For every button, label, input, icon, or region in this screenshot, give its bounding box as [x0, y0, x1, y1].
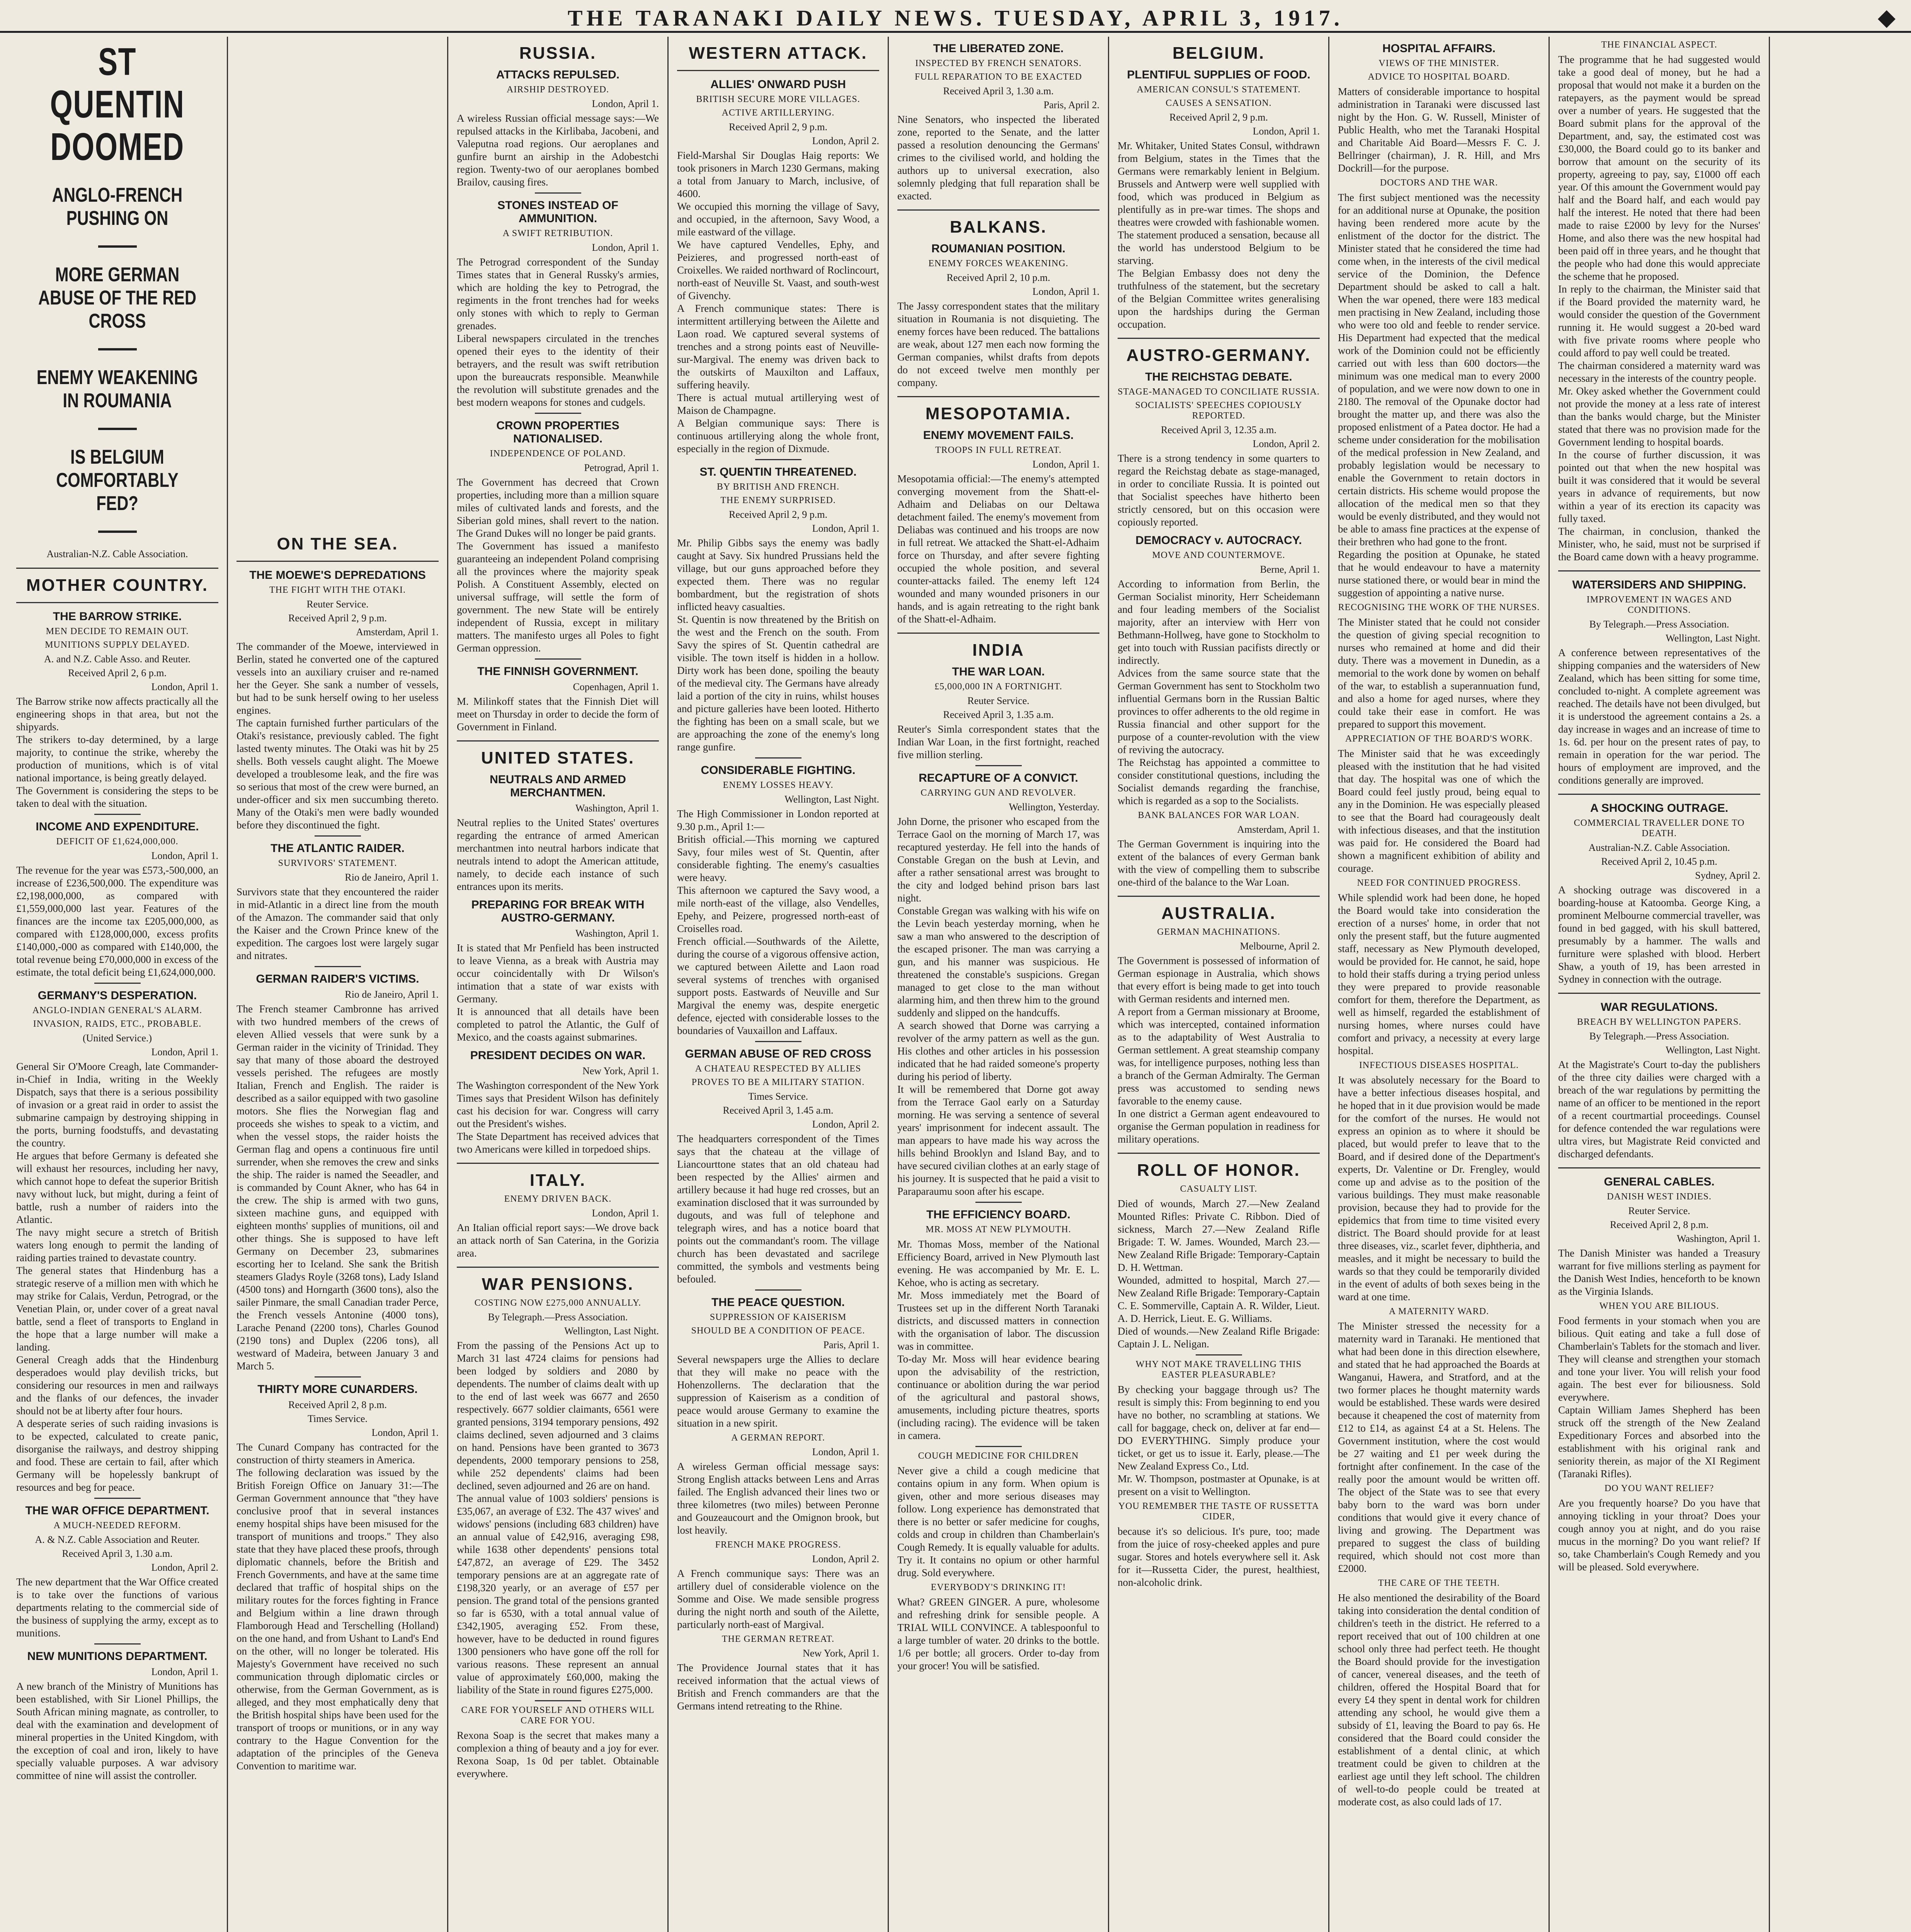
article-body: Died of wounds, March 27.—New Zealand Mounted Rifles: Private C. Ribbon. Died of sickness, March 27.—New Zealand Rifle Brigade: T. W. James. Wounded, March 23.—New Zealand Rifle Brigade: Temporary-Captain D. H. Wettman. Wounded, admitted to hospital, March 27.—New Zealand Rifle Brigade: Temporary-Captain C. E. Sommerville, Captain A. R. Wilder, Lieut. A. D. Herrick, Lieut. E. G. Williams. Died of wounds.—New Zealand Rifle Brigade: Captain J. L. Neligan.	[1118, 1198, 1320, 1350]
article-body: The revenue for the year was £573,-500,000, an increase of £236,500,000. The expenditure was £2,198,000,000, as compared with £1,559,000,000 last year. Features of the finances are the income tax £205,000,000, as compared with £128,000,000, excess profits £140,000,-000 as compared with £140,000, the total revenue being £70,000,000 in excess of the estimate, the total deficit being £1,624,000,000.	[16, 864, 218, 978]
column-7	[1329, 37, 1550, 1932]
dateline: London, April 1.	[151, 681, 218, 692]
article-subhead: DANISH WEST INDIES.	[1607, 1192, 1712, 1202]
divider	[94, 1498, 141, 1499]
article-subhead: BRITISH SECURE MORE VILLAGES.	[696, 94, 860, 104]
article-body: The Minister stressed the necessity for a maternity ward in Taranaki. He mentioned that what had been done in this direction elsewhere, and stated that he had approached the Boards at Wanganui, Hawera, and Stratford, and at the two former places he thought maternity wards would be established. These wards were desired because it cheapened the cost of maternity from £12 to £14, as against £4 at a St. Helens. The Government institution, where the cost would be 27 waiting and £1 per week during the fortnight after confinement. In the case of the really poor the amount would be written off. The object of the State was to see that every baby born to the ward was born under conditions that would give it every chance of living and growing. The Department was prepared to suggest the class of building required, which should not cost more than £2000.	[1338, 1320, 1540, 1574]
advert-head: WHY NOT MAKE TRAVELLING THIS EASTER PLEASURABLE?	[1135, 1359, 1302, 1380]
article-body: Nine Senators, who inspected the liberated zone, reported to the Senate, and the latter passed a resolution denouncing the Germans' crimes to the civilised world, and holding the authors up to universal execration, also solemnly pledging that full reparation shall be exacted.	[897, 114, 1099, 202]
section-western-attack: WESTERN ATTACK.	[689, 44, 868, 63]
article-head: PRESIDENT DECIDES ON WAR.	[470, 1049, 646, 1062]
divider	[755, 1041, 801, 1042]
article-subhead: MR. MOSS AT NEW PLYMOUTH.	[926, 1225, 1071, 1235]
article-subhead: INVASION, RAIDS, ETC., PROBABLE.	[33, 1019, 202, 1029]
dateline: Washington, April 1.	[575, 928, 659, 939]
dateline: London, April 2.	[812, 1553, 879, 1565]
article-subhead: COMMERCIAL TRAVELLER DONE TO DEATH.	[1574, 818, 1745, 838]
service-line: Reuter Service.	[1628, 1205, 1690, 1216]
article-head: GERMANY'S DESPERATION.	[37, 989, 197, 1002]
advert-head: WHEN YOU ARE BILIOUS.	[1599, 1301, 1719, 1311]
received-line: Received April 3, 1.35 a.m.	[943, 709, 1054, 720]
section-war-pensions: WAR PENSIONS.	[482, 1275, 634, 1294]
article-subhead: A MUCH-NEEDED REFORM.	[53, 1520, 181, 1531]
article-body: A new branch of the Ministry of Munitions has been established, with Sir Lionel Phillips, the South African mining magnate, as controller, to deal with the examination and development of mineral properties in the United Kingdom, with the exception of coal and iron, likely to have specially valuable purposes. A war advisory committee of nine will assist the controller.	[16, 1680, 218, 1781]
article-head: PREPARING FOR BREAK WITH AUSTRO-GERMANY.	[471, 898, 645, 924]
article-body: A French communique says: There was an artillery duel of considerable violence on the Somme and Oise. We made sensible progress during the night north and south of the Ailette, particularly north-east of Margival.	[677, 1568, 879, 1630]
article-head: THE PEACE QUESTION.	[711, 1296, 845, 1309]
article-head: CONSIDERABLE FIGHTING.	[701, 764, 856, 777]
agency-line: Australian-N.Z. Cable Association.	[1588, 842, 1730, 853]
article-subhead: A SWIFT RETRIBUTION.	[502, 228, 613, 238]
article-body: There is a strong tendency in some quarters to regard the Reichstag debate as stage-managed, in order to conciliate Russia. It is pointed out that Socialist speeches have hitherto been strictly censored, but on this occasion were copiously reported.	[1118, 452, 1320, 528]
article-subhead: MOVE AND COUNTERMOVE.	[1152, 550, 1285, 560]
article-head: ST. QUENTIN THREATENED.	[699, 466, 857, 478]
article-body: Field-Marshal Sir Douglas Haig reports: We took prisoners in March 1230 Germans, making a total from January to March, inclusive, of 4600. We occupied this morning the village of Savy, and occupied, in the afternoon, Savy Wood, a mile eastward of the village. We have captured Vendelles, Ephy, and Peizieres, and progressed north-east of Croixelles. We raided northward of Roclincourt, north-east of Neuville St. Vaast, and south-west of Givenchy. A French communique states: There is intermittent artillerying between the Ailette and Laon road. We captured several systems of trenches and a strong points east of Neuville-sur-Margival. The enemy was driven back to the outskirts of Mauxilton and Laffaux, suffering heavily. There is actual mutual artillerying west of Maison de Champagne. A Belgian communique says: There is continuous artillerying along the whole front, especially in the region of Dixmude.	[677, 150, 879, 454]
article-subhead: AIRSHIP DESTROYED.	[506, 85, 609, 95]
article-body: Several newspapers urge the Allies to declare that they will make no peace with the Hohenzollerns. The declaration that the suppression of Kaiserism as a condition of peace would arouse Germany to examine the situation in a new spirit.	[677, 1354, 879, 1429]
received-line: Received April 2, 6 p.m.	[68, 667, 167, 679]
dateline: Berne, April 1.	[1260, 564, 1320, 575]
divider	[457, 1163, 659, 1164]
divider	[1558, 1167, 1760, 1168]
divider	[535, 413, 581, 414]
divider	[975, 765, 1022, 766]
article-subhead: RECOGNISING THE WORK OF THE NURSES.	[1338, 602, 1540, 612]
article-subhead: ANGLO-INDIAN GENERAL'S ALARM.	[32, 1005, 203, 1015]
article-head: HOSPITAL AFFAIRS.	[1382, 42, 1496, 55]
divider	[755, 757, 801, 759]
article-subhead: £5,000,000 IN A FORTNIGHT.	[934, 682, 1062, 692]
masthead	[0, 0, 1911, 33]
dateline: Copenhagen, April 1.	[573, 681, 659, 692]
dateline: Washington, April 1.	[1676, 1233, 1760, 1244]
deck-anglo-french: ANGLO-FRENCH PUSHING ON	[52, 184, 183, 230]
deck-red-cross: MORE GERMAN ABUSE OF THE RED CROSS	[38, 264, 197, 332]
article-head: THE LIBERATED ZONE.	[933, 42, 1064, 55]
section-australia: AUSTRALIA.	[1161, 904, 1276, 923]
headline-spacer	[237, 37, 439, 527]
article-subhead: SHOULD BE A CONDITION OF PEACE.	[691, 1326, 865, 1336]
article-head: ATTACKS REPULSED.	[496, 68, 619, 81]
divider	[897, 633, 1099, 634]
divider	[535, 1700, 581, 1701]
article-subhead: DOCTORS AND THE WAR.	[1380, 178, 1498, 188]
advert-body: Are you frequently hoarse? Do you have that annoying tickling in your throat? Does your cough annoy you at night, and do you raise mucus in the morning? Do you want relief? If so, take Chamberlain's Cough Remedy and you will be pleased. Sold everywhere.	[1558, 1497, 1760, 1573]
dateline: Washington, April 1.	[575, 803, 659, 814]
dateline: Wellington, Last Night.	[1666, 633, 1760, 644]
divider	[315, 835, 361, 837]
received-line: Received April 2, 9 p.m.	[729, 121, 827, 133]
article-subhead: A MATERNITY WARD.	[1389, 1306, 1489, 1316]
agency-line: Australian-N.Z. Cable Association.	[46, 548, 188, 560]
page-corner-icon: ◆	[1877, 5, 1899, 30]
article-head: A SHOCKING OUTRAGE.	[1590, 802, 1729, 815]
article-subhead: THE FINANCIAL ASPECT.	[1601, 40, 1717, 50]
received-line: Received April 2, 9 p.m.	[1169, 112, 1268, 123]
article-subhead: DEFICIT OF £1,624,000,000.	[56, 837, 179, 847]
article-head: GENERAL CABLES.	[1604, 1175, 1715, 1188]
received-line: Received April 3, 1.45 a.m.	[723, 1105, 834, 1116]
divider	[1118, 338, 1320, 339]
divider	[16, 602, 218, 603]
dateline: London, April 2.	[812, 1119, 879, 1130]
article-body: An Italian official report says:—We drove back an attack north of San Caterina, in the Gorizia area.	[457, 1222, 659, 1259]
dateline: Melbourne, April 2.	[1240, 940, 1320, 952]
article-head: WATERSIDERS AND SHIPPING.	[1572, 578, 1746, 591]
divider	[755, 459, 801, 460]
dateline: London, April 1.	[812, 523, 879, 534]
newspaper-columns	[8, 37, 1903, 1932]
section-on-the-sea: ON THE SEA.	[277, 534, 398, 553]
article-body: It was absolutely necessary for the Board to have a better infectious diseases hospital, and he hoped that in it due provision would be made for the comfort of the nurses. He would not express an opinion as to where it should be placed, but would prefer to leave that to the Board, and if desired done of the Department's experts, Dr. Valentine or Dr. Frengley, would come up and advise as to the position of the various buildings. They must make reasonable provision, because they had to provide for the epidemics that from time to time visited every district. The Board should provide for at least three diseases, viz., scarlet fever, diphtheria, and measles, and it might be necessary to build the wards so that they could be temporarily divided in the event of adults of both sexes being in the ward at one time.	[1338, 1074, 1540, 1303]
article-head: THIRTY MORE CUNARDERS.	[257, 1383, 418, 1396]
article-body: The High Commissioner in London reported at 9.30 p.m., April 1:— British official.—This morning we captured Savy, four miles west of St. Quentin, after considerable fighting. The enemy's casualties were heavy. This afternoon we captured the Savy wood, a mile north-east of the village, also Vendelles, Epehy, and Peizere, progressed north-east of Croiselles road. French official.—Southwards of the Ailette, during the course of a vigorous offensive action, we captured between Ailette and Laon road several systems of trenches with organised support posts. Eastwards of Neuville and Sur Margival the enemy was, despite energetic defence, ejected with considerable losses to the boundaries of Vauxaillon and Laffaux.	[677, 808, 879, 1036]
service-line: By Telegraph.—Press Association.	[1589, 619, 1729, 630]
article-subhead: FULL REPARATION TO BE EXACTED	[914, 72, 1082, 82]
received-line: Received April 2, 9 p.m.	[729, 509, 827, 520]
section-italy: ITALY.	[529, 1171, 586, 1190]
article-body: A wireless German official message says: Strong English attacks between Lens and Arras failed. The English advanced their lines two or three kilometres (two miles) between Peronne and Gouzeaucourt and the Omignon brook, but lost heavily.	[677, 1461, 879, 1536]
dateline: Wellington, Last Night.	[1666, 1044, 1760, 1056]
dateline: Sydney, April 2.	[1695, 870, 1760, 881]
article-body: Reuter's Simla correspondent states that the Indian War Loan, in the first fortnight, reached five million sterling.	[897, 723, 1099, 760]
article-body: The new department that the War Office created is to take over the functions of various departments relating to the commercial side of the business of supplying the army, except as to munitions.	[16, 1576, 218, 1639]
article-body: The French steamer Cambronne has arrived with two hundred members of the crews of eleven Allied vessels that were sunk by a German raider in the vicinity of Trinidad. They say that many of those aboard the destroyed vessels perished. The refugees are mostly Italian, French and English. The raider is described as a sailor equipped with two gasoline motors. She flies the Norwegian flag and proceeds she wishes to speak to a victim, and when the vessel stops, the raider hoists the German flag and opens a continuous fire until surrender, when she removes the crew and sinks the ship. The raider is named the Seeadler, and is commanded by Count Akner, who has 64 in the crew. The ship is armed with two guns, sixteen machine guns, and equipped with eighteen months' supplies of munitions, oil and other things. She is supposed to have left Germany on December 23, submarines escorting her to Iceland. She sank the British steamers Gladys Royle (3268 tons), Lady Island (4500 tons) and Horngarth (3600 tons), also the sailer Pinmare, the small Canadian trader Perce, the French vessels Antonine (4000 tons), Larache Penand (2200 tons), Charles Gounod (2190 tons) and Duplex (2206 tons), all westward of Madeira, between January 3 and March 5.	[237, 1003, 439, 1372]
divider	[94, 1643, 141, 1645]
article-body: The Danish Minister was handed a Treasury warrant for five millions sterling as payment for the Danish West Indies, henceforth to be known as the Virginia Islands.	[1558, 1247, 1760, 1297]
divider	[897, 209, 1099, 211]
article-body: At the Magistrate's Court to-day the publishers of the three city dailies were charged with a breach of the war regulations by permitting the name of an officer to be mentioned in the report of a recent courtmartial proceedings. Counsel for defence contended the war regulations were ultra vires, but Magistrate Reid convicted and discharged defendants.	[1558, 1059, 1760, 1160]
section-russia: RUSSIA.	[519, 44, 597, 63]
article-body: The programme that he had suggested would take a good deal of money, but he had a proposal that would not make it a burden on the ratepayers, as the payment would be spread over a number of years. He suggested that the Board submit plans for the approval of the Department, and, say, the estimated cost was £30,000, the Board could go to its banker and borrow that amount on the security of its property, agreeing to pay, say, £1000 off each year. Of this amount the Government would pay half and the Board half, and each would pay half the interest. He noted that there had been made to raise £2000 by levy for the Nurses' Home, and also there was the new hospital had been paid off in three years, and he thought that the people who had done this would appreciate the scheme that he proposed. In reply to the chairman, the Minister said that if the Board provided the maternity ward, he would consider the question of the Government running it. He would suggest a 20-bed ward with five private rooms where people who could afford to pay well could be treated. The chairman considered a maternity ward was necessary in the interests of the country people. Mr. Okey asked whether the Government could not provide the money at a less rate of interest than the banks would charge, but the Minister stated that there was no provision made for the Government lending to hospital boards. In the course of further discussion, it was pointed out that when the new hospital was built it was considered that it would be several years in advance of requirements, but now within a year of its erection its capacity was fully taxed. The chairman, in conclusion, thanked the Minister, who, he said, must not be surprised if the Board came down with a heavy programme.	[1558, 54, 1760, 563]
article-body: A conference between representatives of the shipping companies and the watersiders of New Zealand, which has been sitting for some time, concluded to-night. A complete agreement was reached. The details have not been divulged, but it is understood the agreement contains a 2s. a day increase in wages and an increase of time to 1s. 6d. per hour on the present rates of pay, to remain in operation for the war period. The hours of employment are improved, and the conditions generally are improved.	[1558, 647, 1760, 786]
article-body: From the passing of the Pensions Act up to March 31 last 4724 claims for pensions had been lodged by soldiers and 2080 by dependents. The number of claims dealt with up to the end of last week was 6677 and 2650 respectively. 6677 soldier claimants, 6561 were granted pensions, 3194 temporary pensions, 492 claims declined, seven adjourned and 3 claims on hand. Pensions have been granted to 3673 dependents, 2000 temporary pensions to 258, while 252 dependents' claims had been declined, seven adjourned and 26 are on hand. The annual value of 1003 soldiers' pensions is £35,067, an average of £32. The 437 wives' and widows' pensions (including 683 children) have an annual value of £42,916, averaging £98, while 1638 other dependents' pensions total £47,872, an average of £29. The 3452 temporary pensions are at an aggregate rate of £198,320 yearly, or an average of £57 per pension. The grand total of the pensions granted so far is 6530, with a total annual value of £342,1905, averaging £52. From these, however, have to be deducted in round figures 1300 pensioners who have gone off the roll for various reasons. These represent an annual value of approximately £60,000, making the liability of the State in round figures £275,000.	[457, 1340, 659, 1696]
article-subhead: ENEMY FORCES WEAKENING.	[928, 259, 1069, 269]
article-subhead: ENEMY DRIVEN BACK.	[504, 1194, 612, 1204]
section-belgium: BELGIUM.	[1172, 44, 1265, 63]
dateline: London, April 1.	[1032, 286, 1099, 297]
dateline: Amsterdam, April 1.	[1237, 824, 1320, 835]
article-body: Mesopotamia official:—The enemy's attempted converging movement from the Shatt-el-Adhaim and Deliabas on our Deltawa detachment failed. The enemy's movement from Deliabas was continued and his troops are now in full retreat. We attacked the Shatt-el-Adhaim force on Thursday, and after severe fighting occupied the whole position, and several counter-attacks failed. The enemy left 124 wounded and many wounded prisoners in our hands, and is again retreating to the right bank of the Shatt-el-Adhaim.	[897, 473, 1099, 625]
received-line: Received April 2, 8 p.m.	[1610, 1219, 1708, 1230]
article-body: Captain William James Shepherd has been struck off the strength of the New Zealand Expeditionary Forces and absorbed into the establishment with his original rank and seniority therein, as major of the XI Regiment (Taranaki Rifles).	[1558, 1404, 1760, 1480]
divider	[98, 348, 137, 350]
article-subhead: ADVICE TO HOSPITAL BOARD.	[1368, 72, 1510, 82]
divider	[237, 561, 439, 562]
divider	[1196, 1354, 1242, 1355]
dateline: London, April 2.	[151, 1562, 218, 1573]
dateline: Paris, April 2.	[1043, 99, 1099, 111]
article-subhead: MEN DECIDE TO REMAIN OUT.	[46, 626, 189, 636]
article-body: Matters of considerable importance to hospital administration in Taranaki were discussed last night by the Hon. G. W. Russell, Minister of Public Health, who met the Taranaki Hospital and Charitable Aid Board—Messrs F. C. J. Bellringer (chairman), J. R. Hill, and Mrs Dockrill—for the purpose.	[1338, 86, 1540, 174]
dateline: London, April 1.	[812, 1446, 879, 1458]
advert-head: EVERYBODY'S DRINKING IT!	[931, 1582, 1066, 1592]
dateline: Wellington, Yesterday.	[1009, 801, 1099, 813]
article-subhead: CARRYING GUN AND REVOLVER.	[921, 788, 1076, 798]
article-head: INCOME AND EXPENDITURE.	[36, 820, 199, 833]
dateline: London, April 1.	[592, 1208, 659, 1219]
service-line: Reuter Service.	[967, 695, 1030, 706]
article-subhead: TROOPS IN FULL RETREAT.	[935, 445, 1062, 455]
column-5	[889, 37, 1109, 1932]
article-body: Mr. Whitaker, United States Consul, withdrawn from Belgium, states in the Times that the Germans were remarkably lenient in Belgium. Brussels and Antwerp were well supplied with food, which was produced in Belgium as plentifully as in pre-war times. The shops and theatres were crowded with fashionable women. The statement produced a sensation, because all the world has understood Belgium to be starving. The Belgian Embassy does not deny the truthfulness of the statement, but the secretary of the Belgian Committee writes generalising upon the hardships during the German occupation.	[1118, 140, 1320, 330]
dateline: London, April 1.	[1252, 126, 1320, 137]
dateline: London, April 1.	[1032, 459, 1099, 470]
article-subhead: PROVES TO BE A MILITARY STATION.	[691, 1077, 865, 1087]
received-line: Received April 3, 1.30 a.m.	[62, 1548, 173, 1559]
article-body: John Dorne, the prisoner who escaped from the Terrace Gaol on the morning of March 17, was recaptured yesterday. He fell into the hands of Constable Gregan on the bush at Levin, and after a rather sensational arrest was brought to the city and lodged behind prison bars last night. Constable Gregan was walking with his wife on the Levin beach yesterday morning, when he saw a man who answered to the description of the escaped prisoner. The man was carrying a gun, and his manner was suspicious. He threatened the constable's suspicions. Gregan managed to get close to the man without alarming him, and then threw him to the ground suddenly and slipped on the handcuffs. A search showed that Dorne was carrying a revolver of the army pattern as well as the gun. His clothes and other articles in his possession indicated that he had raided someone's property during his period of liberty. It will be remembered that Dorne got away from the Terrace Gaol early on a Saturday morning. He was serving a sentence of several years' imprisonment for indecent assault. The man appears to have made his way across the hills behind Brooklyn and Island Bay, and to have secured civilian clothes at an early stage of his journey. It is suspected that he paid a visit to Paraparaumu soon after his escape.	[897, 816, 1099, 1197]
dateline: London, April 1.	[592, 242, 659, 253]
article-subhead: VIEWS OF THE MINISTER.	[1378, 58, 1499, 68]
section-roll-of-honor: ROLL OF HONOR.	[1137, 1161, 1300, 1180]
divider	[457, 1267, 659, 1268]
article-head: RECAPTURE OF A CONVICT.	[919, 772, 1078, 784]
article-subhead: BY BRITISH AND FRENCH.	[716, 482, 840, 492]
service-line: Times Service.	[748, 1091, 808, 1102]
article-head: ALLIES' ONWARD PUSH	[710, 78, 846, 91]
article-subhead: THE FIGHT WITH THE OTAKI.	[269, 585, 406, 595]
divider	[535, 192, 581, 194]
column-4	[669, 37, 889, 1932]
divider	[98, 531, 137, 533]
received-line: Received April 3, 12.35 a.m.	[1161, 424, 1276, 435]
agency-line: A. and N.Z. Cable Asso. and Reuter.	[44, 653, 191, 665]
article-subhead: BANK BALANCES FOR WAR LOAN.	[1138, 810, 1300, 820]
divider	[1558, 993, 1760, 994]
article-body: The Minister said that he was exceedingly pleased with the institution that he had visited that day. The hospital was one of which the Board could feel justly proud, being equal to any in the Dominion. He was especially pleased to see that the Board had courageously dealt with infectious diseases, and that the institution was paid for. He considered the Board had shown a magnificent exhibition of ability and courage.	[1338, 748, 1540, 874]
article-head: PLENTIFUL SUPPLIES OF FOOD.	[1127, 68, 1310, 81]
divider	[315, 1376, 361, 1378]
article-subhead: THE GERMAN RETREAT.	[722, 1634, 835, 1644]
advert-head: CARE FOR YOURSELF AND OTHERS WILL CARE FOR YOU.	[461, 1705, 655, 1726]
received-line: Received April 2, 10 p.m.	[946, 272, 1050, 283]
article-subhead: APPRECIATION OF THE BOARD'S WORK.	[1345, 734, 1533, 744]
deck-roumania: ENEMY WEAKENING IN ROUMANIA	[36, 366, 198, 412]
divider	[1118, 896, 1320, 897]
dateline: Rio de Janeiro, April 1.	[345, 989, 439, 1000]
dateline: London, April 1.	[151, 1046, 218, 1058]
dateline: London, April 1.	[371, 1427, 439, 1438]
article-head: ENEMY MOVEMENT FAILS.	[923, 429, 1074, 442]
article-body: A shocking outrage was discovered in a boarding-house at Katoomba. George King, a prominent Melbourne commercial traveller, was found in bed gagged, with his skull battered, presumably by a hammer. The walls and furniture were splashed with blood. Herbert Shaw, a youth of 19, has been arrested in Sydney in connection with the outrage.	[1558, 884, 1760, 985]
article-subhead: GERMAN MACHINATIONS.	[1157, 927, 1280, 937]
advert-body: because it's so delicious. It's pure, too; made from the juice of rosy-cheeked apples and pure sugar. Stores and hotels everywhere sell it. Ask for it—Russetta Cider, the purest, healthiest, non-alcoholic drink.	[1118, 1526, 1320, 1588]
article-head: THE FINNISH GOVERNMENT.	[477, 665, 638, 678]
article-subhead: FRENCH MAKE PROGRESS.	[715, 1540, 841, 1550]
divider	[457, 740, 659, 742]
article-subhead: STAGE-MANAGED TO CONCILIATE RUSSIA.	[1118, 387, 1320, 397]
divider	[975, 1202, 1022, 1203]
article-head: STONES INSTEAD OF AMMUNITION.	[497, 199, 618, 225]
divider	[315, 966, 361, 967]
article-subhead: A GERMAN REPORT.	[731, 1433, 825, 1443]
column-3	[448, 37, 669, 1932]
article-subhead: NEED FOR CONTINUED PROGRESS.	[1357, 878, 1521, 888]
divider	[98, 245, 137, 248]
article-head: THE BARROW STRIKE.	[53, 610, 182, 623]
article-body: Mr. Philip Gibbs says the enemy was badly caught at Savy. Six hundred Prussians held the village, but our guns approached before they expected them. There was no regular bombardment, but the registration of shots inflicted heavy casualties. St. Quentin is now threatened by the British on the west and the French on the south. From Savy the spires of St. Quentin cathedral are visible. The town itself is hidden in a hollow. Dirty work has been done, spoiling the beauty of the medieval city. The Germans have already laid a portion of the city in ruins, whilst houses and picture galleries have been looted. Hitherto the fighting has been on a small scale, but we are approaching the zone of the enemy's long range gunfire.	[677, 537, 879, 753]
article-body: The Providence Journal states that it has received information that the actual views of British and French commanders are that the Germans intend retreating to the Rhine.	[677, 1662, 879, 1712]
article-head: CROWN PROPERTIES NATIONALISED.	[496, 419, 619, 445]
article-subhead: AMERICAN CONSUL'S STATEMENT.	[1137, 85, 1301, 95]
divider	[1118, 1153, 1320, 1154]
advert-body: By checking your baggage through us? The result is simply this: From beginning to end you have no bother, no scrambling at stations. We call for baggage, check on, deliver at far end—DO EVERYTHING. Simply produce your ticket, or get us to issue it. Early, please.—The New Zealand Express Co., Ltd. Mr. W. Thompson, postmaster at Opunake, is at present on a visit to Wellington.	[1118, 1384, 1320, 1497]
article-body: The headquarters correspondent of the Times says that the chateau at the village of Liancourttone states that an old chateau had been respected by the Allies' airmen and artillery because it had huge red crosses, but an examination disclosed that it was surrounded by dugouts, and was full of telephone and telegraph wires, and has a notice board that points out the commandant's room. The village church has been devastated and sacrilege committed, the symbols and vestments being befouled.	[677, 1133, 879, 1285]
service-line: (United Service.)	[82, 1032, 152, 1044]
article-subhead: SURVIVORS' STATEMENT.	[278, 858, 397, 868]
article-body: The Jassy correspondent states that the military situation in Roumania is not disquieting. The enemy forces have been reduced. The battalions are weak, about 127 men each now forming the German companies, whilst drafts from depots do not exceed twelve men monthly per company.	[897, 300, 1099, 388]
article-body: The Cunard Company has contracted for the construction of thirty steamers in America. The following declaration was issued by the British Foreign Office on January 31:—The German Government announce that "they have conclusive proof that in several instances enemy hospital ships have been misused for the transport of munitions and troops." They also state that they have placed these proofs, through diplomatic channels, before the British and French Governments, and have at the same time declared that traffic of hospital ships on the military routes for the forces fighting in France and Belgium within a line drawn through Flamborough Head and Terschelling (Holland) on the one hand, and from Ushant to Land's End on the other, will no longer be tolerated. His Majesty's Government have received no such communication through diplomatic circles or otherwise, from the German Government, as is alleged, and they most emphatically deny that the British hospital ships have been used for the transport of troops or munitions, or in any way contrary to the Hague Convention for the adaptation of the principles of the Geneva Convention to maritime war.	[237, 1441, 439, 1772]
article-body: The Petrograd correspondent of the Sunday Times states that in General Russky's armies, which are holding the key to Petrograd, the regiments in the front trenches had for weeks only stones with which to reply to German grenades. Liberal newspapers circulated in the trenches opened their eyes to the identity of their betrayers, and the result was swift retribution upon the bureaucrats responsible. Meanwhile the revolution will substitute grenades and the best modern weapons for stones and cudgels.	[457, 256, 659, 408]
received-line: Received April 2, 8 p.m.	[288, 1399, 387, 1410]
article-subhead: MUNITIONS SUPPLY DELAYED.	[45, 640, 190, 650]
article-head: THE ATLANTIC RAIDER.	[271, 842, 405, 855]
divider	[755, 1289, 801, 1291]
divider	[677, 70, 879, 71]
divider	[94, 814, 141, 815]
advert-body: Never give a child a cough medicine that contains opium in any form. When opium is given, other and more serious diseases may follow. Long experience has demonstrated that there is no better or safer medicine for coughs, colds and croup in children than Chamberlain's Cough Remedy. It is equally valuable for adults. Try it. It contains no opium or other harmful drug. Sold everywhere.	[897, 1465, 1099, 1578]
article-head: THE EFFICIENCY BOARD.	[926, 1208, 1070, 1221]
article-body: General Sir O'Moore Creagh, late Commander-in-Chief in India, writing in the Weekly Dispatch, says that there is a serious possibility of invasion or a great raid in order to assist the submarine campaign by destroying shipping in the ports, burning foodstuffs, and devastating the country. He argues that before Germany is defeated she will exhaust her resources, including her navy, which cannot hope to defeat the superior British navy without luck, but might, during a feint of battle, rush a number of raiders into the Atlantic. The navy might secure a stretch of British waters long enough to permit the landing of raiding parties trained to devastate country. The general states that Hindenburg has a strategic reserve of a million men with which he may strike for Calais, Verdun, Petrograd, or the Venetian Plain, or, under cover of a great naval battle, send a fleet of transports to England in the hope that a large number will make a landing. General Creagh adds that the Hindenburg desperadoes would play devilish tricks, but considering our resources in men and railways and the flanks of our defences, the invader should not be at liberty after four hours. A desperate series of such raiding invasions is to be expected, calculated to create panic, disorganise the railways, and destroy shipping and food. These are certain to fail, after which Germany will be hopelessly bankrupt of resources and beg for peace.	[16, 1061, 218, 1493]
section-india: INDIA	[972, 641, 1024, 660]
section-austro-germany: AUSTRO-GERMANY.	[1126, 346, 1311, 365]
article-body: The Washington correspondent of the New York Times says that President Wilson has definitely cast his decision for war. Congress will carry out the President's wishes. The State Department has received advices that two Americans were killed in torpedoed ships.	[457, 1080, 659, 1155]
divider	[94, 983, 141, 984]
article-subhead: INDEPENDENCE OF POLAND.	[490, 449, 626, 459]
column-6	[1109, 37, 1329, 1932]
article-body: He also mentioned the desirability of the Board taking into consideration the dental condition of children's teeth in the district. He referred to a report received that out of 100 children at one school only three had perfect teeth. He thought the Board should provide for the investigation of cancer, venereal diseases, and the teeth of children, offered the Hospital Board that for every £4 they spent in dental work for children attending any school, he would give them a subsidy of £1, leaving the Board to pay 6s. He considered that the Board could consider the establishment of a dental clinic, at which treatment could be given to children at the earliest age until they left school. The children of well-to-do people could be treated at moderate cost, as also could lads of 17.	[1338, 1592, 1540, 1808]
article-head: THE WAR LOAN.	[952, 665, 1045, 678]
dateline: Petrograd, April 1.	[584, 462, 659, 473]
dateline: New York, April 1.	[803, 1648, 879, 1659]
dateline: New York, April 1.	[582, 1065, 659, 1077]
received-line: Received April 2, 9 p.m.	[288, 612, 387, 624]
article-body: The Minister stated that he could not consider the question of giving special recognition to nurses who remained at home and did their duty. There was a movement in Dunedin, as a memorial to the work done by women on behalf of the war, to establish a superannuation fund, and also a home for aged nurses, where they could take their ease in comfort. He was prepared to support this movement.	[1338, 616, 1540, 730]
dateline: Wellington, Last Night.	[564, 1325, 659, 1337]
article-subhead: A CHATEAU RESPECTED BY ALLIES	[695, 1064, 861, 1074]
article-body: A wireless Russian official message says:—We repulsed attacks in the Kirlibaba, Jacobeni, and Valeputna road regions. Our aeroplanes and gunfire burnt an airship in the Adobestchi region. Twenty-two of our aeroplanes bombed Brailov, causing fires.	[457, 112, 659, 188]
article-subhead: INSPECTED BY FRENCH SENATORS.	[915, 58, 1082, 68]
article-body: The first subject mentioned was the necessity for an additional nurse at Opunake, the position having been rendered more acute by the enlistment of the doctor for the district. The Minister stated that he considered the time had come when, in the interests of the civil medical service of the Dominion, the Defence Department should be asked to call a halt. When the war opened, there were 183 medical men practising in New Zealand, including those who were too old and feeble to render service. His Department had expected that the medical work of the Dominion could not be efficiently carried out with less than 600 doctors—the minimum was one medical man to every 2000 of population, and we were now down to one in 2180. The removal of the Opunake doctor had brought the matter up, and there was also the proposed enlistment of a Patea doctor. He had a scheme under consideration for the mobilisation of the medical profession in New Zealand, and probably legislation would be necessary to enable the Government to retain doctors in certain districts. His scheme would propose the allocation of the medical men so that they would be evenly distributed, and they would not be able to amass fine practices at the expense of their brethren who had gone to the front. Regarding the position at Opunake, he stated that he would endeavour to have a maternity nurse stationed there, or would bear in mind the suggestion of appointing a native nurse.	[1338, 192, 1540, 599]
article-head: THE REICHSTAG DEBATE.	[1145, 371, 1292, 383]
article-subhead: CASUALTY LIST.	[1180, 1184, 1258, 1194]
article-head: GERMAN ABUSE OF RED CROSS	[685, 1048, 871, 1060]
main-headline: ST QUENTIN DOOMED	[50, 40, 185, 168]
divider	[98, 428, 137, 430]
dateline: Rio de Janeiro, April 1.	[345, 872, 439, 883]
service-line: Times Service.	[307, 1413, 368, 1424]
article-subhead: CAUSES A SENSATION.	[1166, 98, 1272, 108]
divider	[1558, 794, 1760, 795]
article-head: NEUTRALS AND ARMED MERCHANTMEN.	[490, 773, 626, 799]
divider	[897, 396, 1099, 397]
article-head: WAR REGULATIONS.	[1601, 1001, 1718, 1014]
divider	[975, 1446, 1022, 1447]
article-subhead: SUPPRESSION OF KAISERISM	[710, 1312, 847, 1322]
advert-head: COUGH MEDICINE FOR CHILDREN	[918, 1451, 1079, 1461]
agency-line: A. & N.Z. Cable Association and Reuter.	[35, 1534, 200, 1545]
dateline: London, April 1.	[151, 1666, 218, 1677]
section-mother-country: MOTHER COUNTRY.	[26, 576, 209, 595]
article-body: While splendid work had been done, he hoped the Board would take into consideration the erection of a nurses' home, in order that not only the present staff, but the future augmented staff, necessary as New Plymouth developed, would be provided for. He cannot, he said, hope to hold their staffs during a trying period unless they were prepared to provide reasonable comfort for them, therefore the Department, as well as himself, regarded the establishment of nursing homes, where nurses could have comfort and privacy, a necessity at every large hospital.	[1338, 892, 1540, 1056]
received-line: Received April 2, 10.45 p.m.	[1601, 856, 1717, 867]
article-body: According to information from Berlin, the German Socialist minority, Herr Scheidemann and four leading members of the Socialist majority, after an interview with Herr von Bethmann-Hollweg, have gone to Stockholm to get into touch with Russian pacifists directly or indirectly. Advices from the same source state that the German Government has sent to Stockholm two influential Germans born in the Russian Baltic provinces to offer adherents to the old regime in Russia financial and other support for the purpose of a counter-revolution with the view of reviving the autocracy. The Reichstag has appointed a committee to consider constitutional questions, including the Socialist demands regarding the franchise, which is regarded as a sop to the Socialists.	[1118, 578, 1320, 806]
advert-body: Rexona Soap is the secret that makes many a complexion a thing of beauty and a joy for ever. Rexona Soap, 1s 0d per tablet. Obtainable everywhere.	[457, 1730, 659, 1779]
article-body: The Barrow strike now affects practically all the engineering shops in that area, but not the shipyards. The strikers to-day determined, by a large majority, to continue the strike, whereby the production of munitions, which is of vital national importance, is being greatly delayed. The Government is considering the steps to be taken to deal with the situation.	[16, 696, 218, 809]
article-body: M. Milinkoff states that the Finnish Diet will meet on Thursday in order to decide the form of Government in Finland.	[457, 696, 659, 733]
advert-body: Food ferments in your stomach when you are bilious. Quit eating and take a full dose of Chamberlain's Tablets for the stomach and liver. They will cleanse and strengthen your stomach and tone your liver. You will relish your food again. The best ever for biliousness. Sold everywhere.	[1558, 1315, 1760, 1403]
article-subhead: ENEMY LOSSES HEAVY.	[723, 780, 834, 790]
dateline: London, April 1.	[592, 98, 659, 109]
article-subhead: IMPROVEMENT IN WAGES AND CONDITIONS.	[1586, 595, 1732, 615]
section-balkans: BALKANS.	[950, 218, 1047, 236]
article-subhead: THE ENEMY SURPRISED.	[720, 495, 836, 505]
service-line: By Telegraph.—Press Association.	[488, 1311, 628, 1323]
dateline: Amsterdam, April 1.	[356, 626, 439, 638]
divider	[1558, 570, 1760, 571]
article-head: NEW MUNITIONS DEPARTMENT.	[27, 1650, 208, 1663]
article-head: THE MOEWE'S DEPREDATIONS	[249, 569, 426, 582]
article-subhead: COSTING NOW £275,000 ANNUALLY.	[474, 1298, 642, 1308]
masthead-title: THE TARANAKI DAILY NEWS. TUESDAY, APRIL 3, 1917.	[567, 5, 1344, 31]
divider	[16, 568, 218, 569]
article-body: The German Government is inquiring into the extent of the balances of every German bank with the view of compelling them to subscribe one-third of the balance to the War Loan.	[1118, 838, 1320, 888]
column-2	[228, 37, 448, 1932]
article-body: Survivors state that they encountered the raider in mid-Atlantic in a direct line from the mouth of the Amazon. The commander said that only the Kaiser and the Crown Prince knew of the expedition. The cargoes lost were largely sugar and nitrates.	[237, 886, 439, 961]
divider	[535, 658, 581, 660]
article-head: GERMAN RAIDER'S VICTIMS.	[256, 973, 419, 985]
advert-head: YOU REMEMBER THE TASTE OF RUSSETTA CIDER,	[1118, 1501, 1319, 1522]
column-9-margin	[1770, 37, 1903, 1932]
article-body: Neutral replies to the United States' overtures regarding the entrance of armed American merchantmen into neutral harbors indicate that neutrals intend to adopt the American attitude, namely, to decide each instance of such entrances upon its merits.	[457, 817, 659, 892]
deck-belgium: IS BELGIUM COMFORTABLY FED?	[56, 446, 179, 515]
service-line: By Telegraph.—Press Association.	[1589, 1031, 1729, 1042]
dateline: London, April 2.	[812, 135, 879, 146]
dateline: London, April 2.	[1252, 438, 1320, 449]
service-line: Reuter Service.	[306, 599, 369, 610]
section-mesopotamia: MESOPOTAMIA.	[925, 404, 1072, 423]
article-body: The Government has decreed that Crown properties, including more than a million square miles of cultivated lands and forests, and the Siberian gold mines, shall revert to the nation. The Grand Dukes will no longer be paid grants. The Government has issued a manifesto guaranteeing an independent Poland comprising all the provinces where the majority speak Polish. A Constituent Assembly, elected on universal suffrage, will settle the form of government. The new State will be entirely independent of Russia, except in military matters. The manifesto urges all Poles to fight German oppression.	[457, 476, 659, 654]
article-head: ROUMANIAN POSITION.	[931, 242, 1065, 255]
article-subhead: ACTIVE ARTILLERYING.	[722, 108, 835, 118]
received-line: Received April 3, 1.30 a.m.	[943, 85, 1054, 97]
dateline: Paris, April 1.	[823, 1339, 879, 1350]
column-1	[8, 37, 228, 1932]
article-head: DEMOCRACY v. AUTOCRACY.	[1135, 534, 1302, 547]
article-body: The Government is possessed of information of German espionage in Australia, which shows that every effort is being made to get into touch with German residents and interned men. A report from a German missionary at Broome, which was intercepted, contained information as to the adaptability of West Australia to German settlement. A great steamship company was, for intelligence purposes, nothing less than a branch of the German Admiralty. The German press was accustomed to sending news favorable to the enemy cause. In one district a German agent endeavoured to organise the German population in readiness for military operations.	[1118, 955, 1320, 1145]
column-8	[1550, 37, 1770, 1932]
advert-head: DO YOU WANT RELIEF?	[1604, 1483, 1714, 1493]
article-head: THE WAR OFFICE DEPARTMENT.	[25, 1504, 209, 1517]
section-united-states: UNITED STATES.	[481, 748, 635, 767]
article-body: The commander of the Moewe, interviewed in Berlin, stated he converted one of the captured vessels into an auxiliary cruiser and re-named her the Geyer. She sank a number of vessels, but had to be sunk herself owing to her useless engines. The captain furnished further particulars of the Otaki's resistance, previously cabled. The fight lasted twenty minutes. The Otaki was hit by 25 shells. Both vessels caught alight. The Moewe developed a troublesome leak, and the fire was so serious that most of the crew were burned, an under-officer and six men succumbing thereto. Many of the Otaki's men were badly wounded before they discontinued the fight.	[237, 641, 439, 831]
article-subhead: THE CARE OF THE TEETH.	[1378, 1578, 1500, 1588]
article-body: It is stated that Mr Penfield has been instructed to leave Vienna, as a break with Austria may occur coincidentally with Dr Wilson's intimation that a state of war exists with Germany. It is announced that all details have been completed to patrol the Atlantic, the Gulf of Mexico, and the coasts against submarines.	[457, 942, 659, 1043]
dateline: London, April 1.	[151, 850, 218, 861]
article-subhead: BREACH BY WELLINGTON PAPERS.	[1577, 1017, 1742, 1027]
dateline: Wellington, Last Night.	[784, 794, 879, 805]
article-subhead: SOCIALISTS' SPEECHES COPIOUSLY REPORTED.	[1135, 400, 1302, 421]
article-subhead: INFECTIOUS DISEASES HOSPITAL.	[1359, 1060, 1519, 1070]
advert-body: What? GREEN GINGER. A pure, wholesome and refreshing drink for sensible people. A TRIAL WILL CONVINCE. A tablespoonful to a large tumbler of water. 20 drinks to the bottle. 1/6 per bottle; all grocers. Order to-day from your grocer! You will be satisfied.	[897, 1596, 1099, 1672]
article-body: Mr. Thomas Moss, member of the National Efficiency Board, arrived in New Plymouth last evening. He was accompanied by Mr. E. L. Kehoe, who is acting as secretary. Mr. Moss immediately met the Board of Trustees set up in the different North Taranaki districts, and discussed matters in connection with the organisation of labor. The discussion was in committee. To-day Mr. Moss will hear evidence bearing upon the advisability of the restriction, continuance or abolition during the war period of the agricultural and pastoral shows, amusements, including picture theatres, sports (including racing). The evidence will be taken in camera.	[897, 1238, 1099, 1441]
